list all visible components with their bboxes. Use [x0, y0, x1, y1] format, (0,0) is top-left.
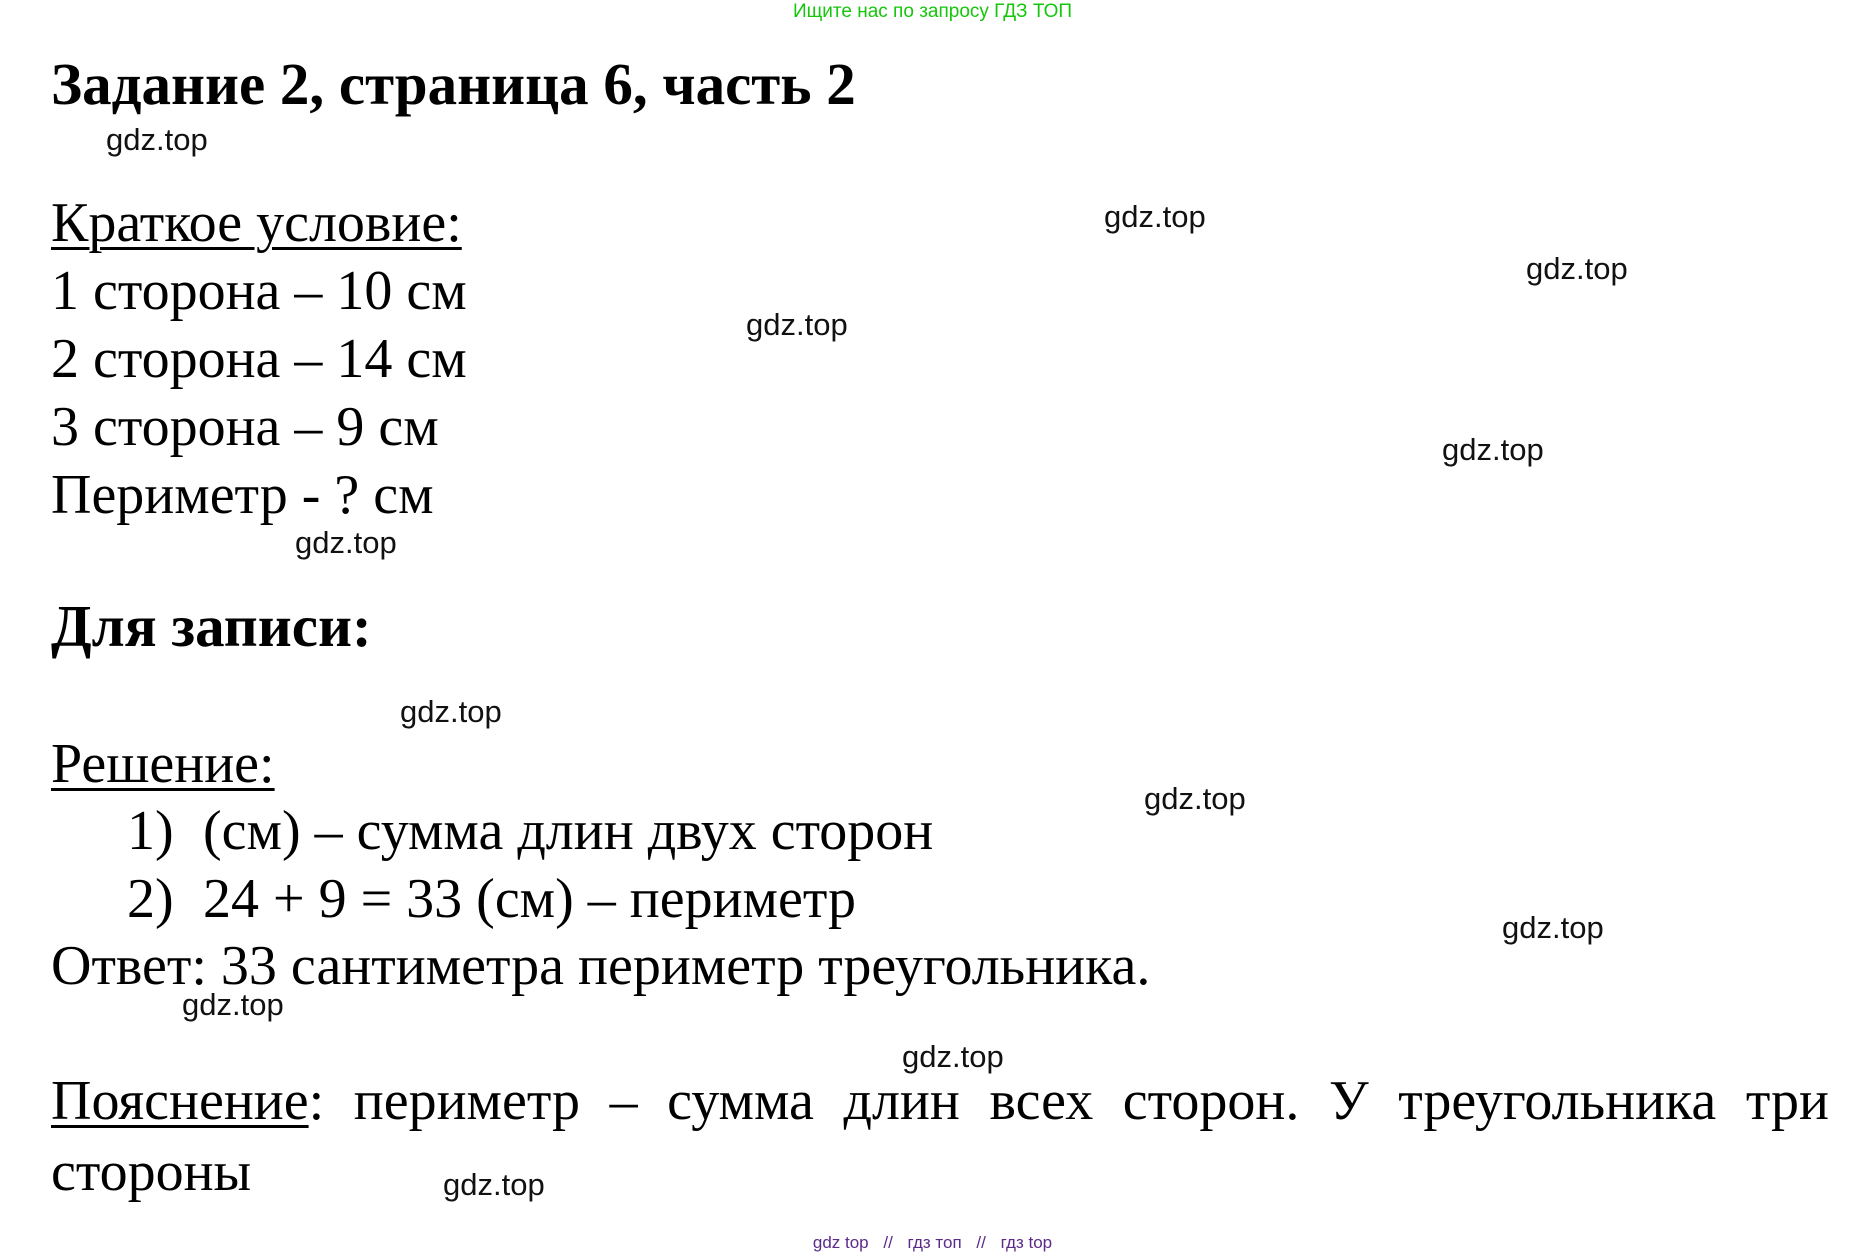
condition-line-1: 1 сторона – 10 см: [51, 260, 467, 322]
solution-step-1-text: (см) – сумма длин двух сторон: [203, 800, 934, 862]
page-title: Задание 2, страница 6, часть 2: [51, 51, 856, 117]
condition-line-3: 3 сторона – 9 см: [51, 396, 439, 458]
explanation-label: Пояснение: [51, 1070, 309, 1132]
footer-links: [0, 1233, 1865, 1253]
watermark: gdz.top: [1442, 432, 1544, 467]
watermark: gdz.top: [1144, 781, 1246, 816]
condition-line-2: 2 сторона – 14 см: [51, 328, 467, 390]
explanation-text: : периметр – сумма длин всех сторон. У треугольника три стороны: [51, 1070, 1829, 1203]
watermark: gdz.top: [1502, 910, 1604, 945]
watermark: gdz.top: [746, 307, 848, 342]
condition-label: Краткое условие:: [51, 192, 462, 254]
footer-link-3[interactable]: гдз top: [1000, 1233, 1053, 1252]
answer-line: Ответ: 33 сантиметра периметр треугольника.: [51, 935, 1151, 997]
watermark: gdz.top: [182, 987, 284, 1022]
watermark: gdz.top: [400, 694, 502, 729]
condition-line-4: Периметр - ? см: [51, 464, 434, 526]
footer-link-2[interactable]: гдз топ: [907, 1233, 962, 1252]
solution-step-2-number: 2): [127, 868, 174, 930]
watermark: gdz.top: [1526, 251, 1628, 286]
solution-label: Решение:: [51, 733, 275, 795]
top-note: Ищите нас по запросу ГДЗ ТОП: [792, 1, 1073, 22]
footer-link-1[interactable]: gdz top: [812, 1233, 869, 1252]
solution-step-2-text: 24 + 9 = 33 (см) – периметр: [203, 868, 856, 930]
watermark: gdz.top: [295, 525, 397, 560]
for-record-heading: Для записи:: [51, 593, 372, 659]
watermark: gdz.top: [1104, 199, 1206, 234]
explanation-paragraph: [51, 1066, 1829, 1208]
footer-separator: //: [976, 1233, 986, 1252]
watermark: gdz.top: [902, 1039, 1004, 1074]
footer-separator: //: [883, 1233, 893, 1252]
watermark: gdz.top: [443, 1167, 545, 1202]
solution-step-1-number: 1): [127, 800, 174, 862]
watermark: gdz.top: [106, 122, 208, 157]
